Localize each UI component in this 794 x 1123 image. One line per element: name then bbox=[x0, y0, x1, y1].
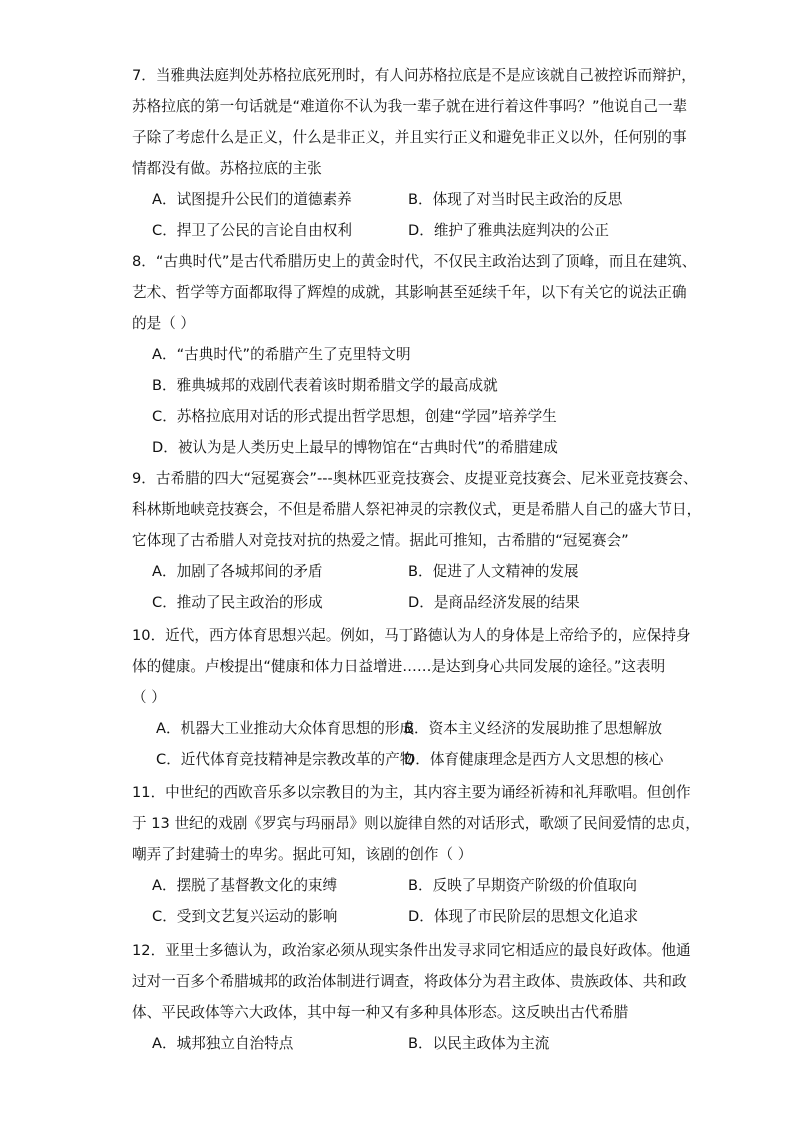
option-a[interactable]: A．“古典时代”的希腊产生了克里特文明 bbox=[152, 346, 411, 363]
question-text-line: 9．古希腊的四大“冠冕赛会”---奥林匹亚竞技赛会、皮提亚竞技赛会、尼米亚竞技赛会、 bbox=[132, 470, 698, 487]
option-a[interactable]: A．机器大工业推动大众体育思想的形成 bbox=[156, 720, 415, 737]
question-7 bbox=[132, 60, 696, 246]
question-text-line: 10．近代，西方体育思想兴起。例如，马丁路德认为人的身体是上帝给予的，应保持身 bbox=[132, 627, 691, 644]
question-text-line: （ ） bbox=[132, 689, 166, 706]
question-8 bbox=[132, 246, 697, 463]
option-row bbox=[132, 713, 672, 744]
option-d[interactable]: D．体育健康理念是西方人文思想的核心 bbox=[404, 751, 664, 768]
option-b[interactable]: B．资本主义经济的发展助推了思想解放 bbox=[404, 720, 663, 737]
question-9 bbox=[132, 463, 702, 618]
question-text-line: 艺术、哲学等方面都取得了辉煌的成就，其影响甚至延续千年，以下有关它的说法正确 bbox=[132, 284, 687, 301]
question-text-line: 于 13 世纪的戏剧《罗宾与玛丽昂》则以旋律自然的对话形式，歌颂了民间爱情的忠贞， bbox=[132, 815, 700, 832]
question-text-line: 的是（ ） bbox=[132, 315, 196, 332]
question-text-line: 它体现了古希腊人对竞技对抗的热爱之情。据此可推知，古希腊的“冠冕赛会” bbox=[132, 532, 629, 549]
option-row bbox=[132, 744, 672, 775]
option-b[interactable]: B．雅典城邦的戏剧代表着该时期希腊文学的最高成就 bbox=[152, 377, 498, 394]
option-b[interactable]: B．反映了早期资产阶级的价值取向 bbox=[408, 877, 637, 894]
option-row bbox=[132, 184, 672, 215]
option-row bbox=[132, 901, 672, 932]
option-a[interactable]: A．摆脱了基督教文化的束缚 bbox=[152, 877, 338, 894]
option-d[interactable]: D．被认为是人类历史上最早的博物馆在“古典时代”的希腊建成 bbox=[152, 439, 558, 456]
question-text-line: 体、平民政体等六大政体，其中每一种又有多种具体形态。这反映出古代希腊 bbox=[132, 1004, 629, 1021]
option-a[interactable]: A．城邦独立自治特点 bbox=[152, 1035, 294, 1052]
option-b[interactable]: B．促进了人文精神的发展 bbox=[408, 563, 579, 580]
question-text-line: 12．亚里士多德认为，政治家必须从现实条件出发寻求同它相适应的最良好政体。他通 bbox=[132, 942, 691, 959]
question-text-line: 8．“古典时代”是古代希腊历史上的黄金时代，不仅民主政治达到了顶峰，而且在建筑、 bbox=[132, 253, 697, 270]
option-a[interactable]: A．试图提升公民们的道德素养 bbox=[152, 191, 352, 208]
question-11 bbox=[132, 777, 700, 932]
question-text-line: 嘲弄了封建骑士的卑劣。据此可知，该剧的创作（ ） bbox=[132, 846, 473, 863]
question-text-line: 11．中世纪的西欧音乐多以宗教目的为主，其内容主要为诵经祈祷和礼拜歌唱。但创作 bbox=[132, 784, 691, 801]
option-d[interactable]: D．体现了市民阶层的思想文化追求 bbox=[408, 908, 639, 925]
question-12 bbox=[132, 935, 691, 1059]
question-text-line: 体的健康。卢梭提出“健康和体力日益增进……是达到身心共同发展的途径。”这表明 bbox=[132, 658, 666, 675]
question-text-line: 苏格拉底的第一句话就是“难道你不认为我一辈子就在进行着这件事吗？”他说自己一辈 bbox=[132, 98, 688, 115]
question-text-line: 7．当雅典法庭判处苏格拉底死刑时，有人问苏格拉底是不是应该就自己被控诉而辩护， bbox=[132, 67, 696, 84]
option-a[interactable]: A．加剧了各城邦间的矛盾 bbox=[152, 563, 323, 580]
option-c[interactable]: C．苏格拉底用对话的形式提出哲学思想，创建“学园”培养学生 bbox=[152, 408, 557, 425]
question-text-line: 过对一百多个希腊城邦的政治体制进行调查，将政体分为君主政体、贵族政体、共和政 bbox=[132, 973, 687, 990]
option-row bbox=[132, 587, 672, 618]
option-row bbox=[132, 1028, 672, 1059]
question-text-line: 科林斯地峡竞技赛会，不但是希腊人祭祀神灵的宗教仪式，更是希腊人自己的盛大节日， bbox=[132, 501, 702, 518]
option-row bbox=[132, 215, 672, 246]
question-text-line: 子除了考虑什么是正义，什么是非正义，并且实行正义和避免非正义以外，任何别的事 bbox=[132, 129, 687, 146]
option-d[interactable]: D．维护了雅典法庭判决的公正 bbox=[408, 222, 609, 239]
question-text-line: 情都没有做。苏格拉底的主张 bbox=[132, 160, 322, 177]
option-b[interactable]: B．体现了对当时民主政治的反思 bbox=[408, 191, 623, 208]
option-row bbox=[132, 556, 672, 587]
question-10 bbox=[132, 620, 691, 775]
option-d[interactable]: D．是商品经济发展的结果 bbox=[408, 594, 580, 611]
option-c[interactable]: C．捍卫了公民的言论自由权利 bbox=[152, 222, 352, 239]
option-c[interactable]: C．推动了民主政治的形成 bbox=[152, 594, 323, 611]
option-b[interactable]: B．以民主政体为主流 bbox=[408, 1035, 550, 1052]
option-c[interactable]: C．近代体育竞技精神是宗教改革的产物 bbox=[156, 751, 415, 768]
option-c[interactable]: C．受到文艺复兴运动的影响 bbox=[152, 908, 338, 925]
option-row bbox=[132, 870, 672, 901]
